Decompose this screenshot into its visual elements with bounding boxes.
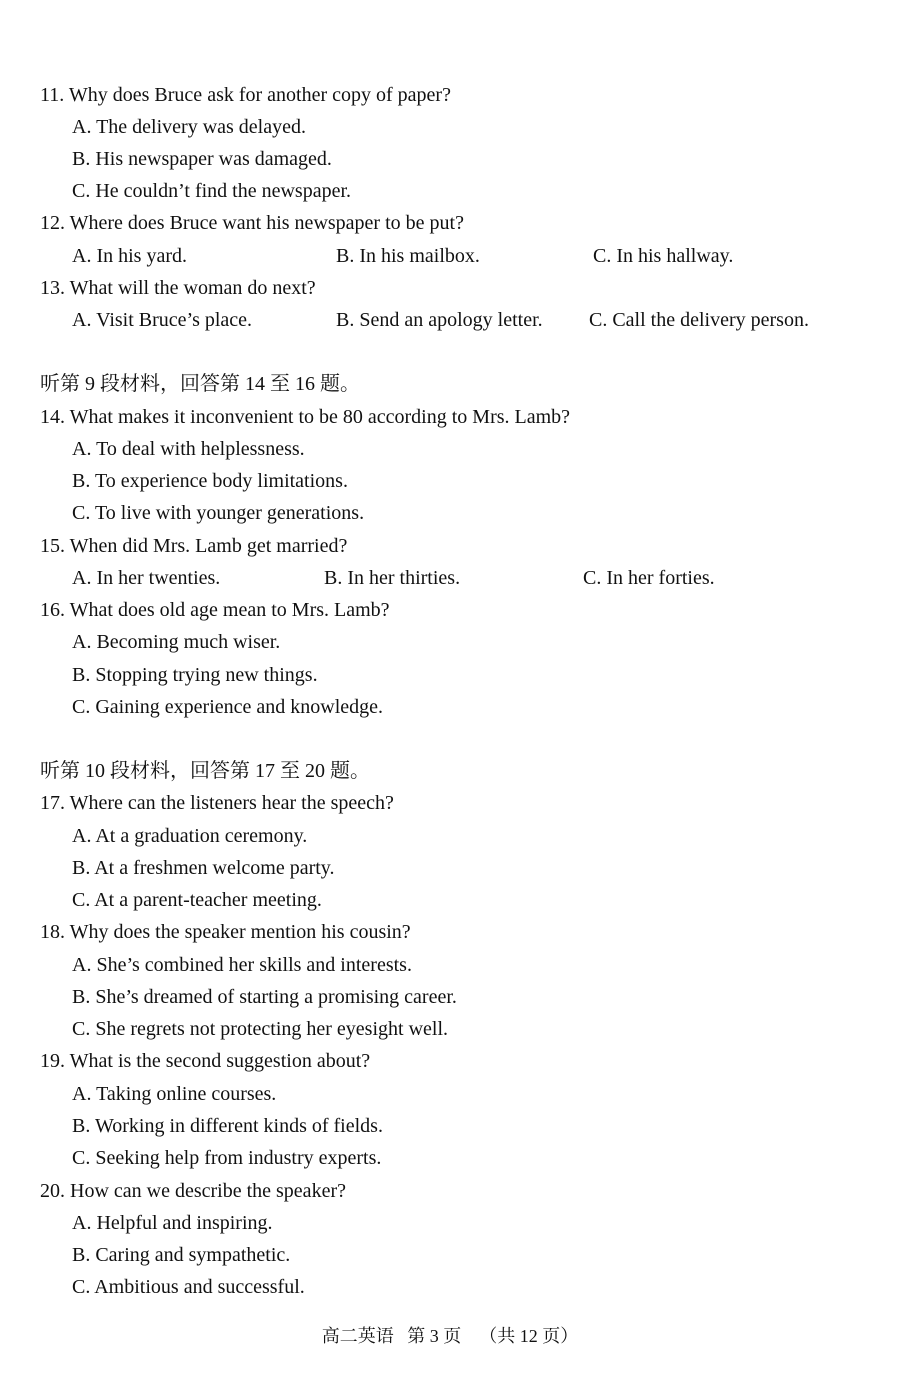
q19-option-a: A. Taking online courses. [72,1083,277,1105]
q11-option-b: B. His newspaper was damaged. [72,148,332,170]
q13-option-c: C. Call the delivery person. [589,309,809,331]
q18-option-a: A. She’s combined her skills and interests. [72,954,412,976]
q16-option-c: C. Gaining experience and knowledge. [72,696,384,718]
q16-option-a: A. Becoming much wiser. [72,631,281,653]
q19-option-c: C. Seeking help from industry experts. [72,1147,382,1169]
q12-option-c: C. In his hallway. [593,245,734,267]
q12-option-a: A. In his yard. [72,245,187,267]
question-20: 20. How can we describe the speaker? [40,1180,346,1202]
q11-option-c: C. He couldn’t find the newspaper. [72,180,352,202]
question-16: 16. What does old age mean to Mrs. Lamb? [40,599,390,621]
section-heading-9: 听第 9 段材料，回答第 14 至 16 题。 [40,373,360,395]
q14-option-a: A. To deal with helplessness. [72,438,305,460]
question-18: 18. Why does the speaker mention his cousin? [40,921,411,943]
question-12: 12. Where does Bruce want his newspaper to be put? [40,212,464,234]
q12-option-b: B. In his mailbox. [336,245,480,267]
page-footer: 高二英语 第 3 页 （共 12 页） [321,1326,579,1346]
q18-option-b: B. She’s dreamed of starting a promising career. [72,986,457,1008]
question-19: 19. What is the second suggestion about? [40,1050,371,1072]
question-13: 13. What will the woman do next? [40,277,316,299]
q18-option-c: C. She regrets not protecting her eyesight well. [72,1018,449,1040]
question-17: 17. Where can the listeners hear the speech? [40,792,394,814]
q20-option-a: A. Helpful and inspiring. [72,1212,273,1234]
q19-option-b: B. Working in different kinds of fields. [72,1115,383,1137]
q14-option-b: B. To experience body limitations. [72,470,348,492]
question-15: 15. When did Mrs. Lamb get married? [40,535,348,557]
q17-option-a: A. At a graduation ceremony. [72,825,308,847]
section-heading-10: 听第 10 段材料，回答第 17 至 20 题。 [40,760,370,782]
q20-option-c: C. Ambitious and successful. [72,1276,305,1298]
q20-option-b: B. Caring and sympathetic. [72,1244,291,1266]
q17-option-c: C. At a parent-teacher meeting. [72,889,322,911]
q13-option-b: B. Send an apology letter. [336,309,543,331]
question-14: 14. What makes it inconvenient to be 80 according to Mrs. Lamb? [40,406,571,428]
question-11: 11. Why does Bruce ask for another copy of paper? [40,84,451,106]
q13-option-a: A. Visit Bruce’s place. [72,309,253,331]
q17-option-b: B. At a freshmen welcome party. [72,857,335,879]
q16-option-b: B. Stopping trying new things. [72,664,318,686]
q15-option-a: A. In her twenties. [72,567,221,589]
q15-option-c: C. In her forties. [583,567,715,589]
q15-option-b: B. In her thirties. [324,567,461,589]
q14-option-c: C. To live with younger generations. [72,502,365,524]
q11-option-a: A. The delivery was delayed. [72,116,306,138]
